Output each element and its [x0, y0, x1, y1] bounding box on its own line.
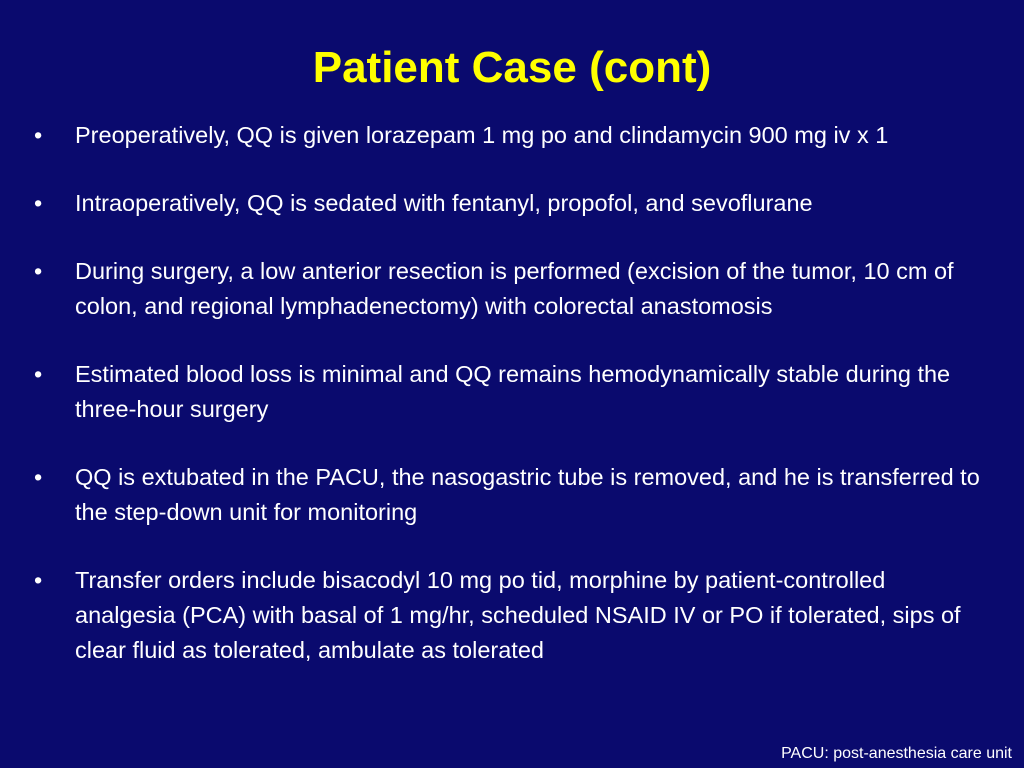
- bullet-icon: •: [34, 464, 43, 490]
- bullet-item: [0, 357, 1024, 427]
- bullet-item: [0, 118, 1024, 153]
- bullet-text: QQ is extubated in the PACU, the nasogastric tube is removed, and he is transferred to the step-down unit for monitoring: [75, 464, 980, 525]
- slide-title: Patient Case (cont): [312, 43, 712, 92]
- bullet-icon: •: [34, 258, 43, 284]
- footnote: PACU: post-anesthesia care unit: [781, 745, 1012, 762]
- bullet-icon: •: [34, 361, 43, 387]
- bullet-text: During surgery, a low anterior resection is performed (excision of the tumor, 10 cm of colon, and regional lymphadenectomy) with colorectal anastomosis: [75, 258, 954, 319]
- bullet-item: [0, 186, 1024, 221]
- bullet-item: [0, 460, 1024, 530]
- bullet-item: [0, 563, 1024, 668]
- bullet-item: [0, 254, 1024, 324]
- bullet-text: Intraoperatively, QQ is sedated with fentanyl, propofol, and sevoflurane: [75, 190, 813, 216]
- bullet-text: Estimated blood loss is minimal and QQ remains hemodynamically stable during the three-hour surgery: [75, 361, 951, 422]
- bullet-text: Preoperatively, QQ is given lorazepam 1 mg po and clindamycin 900 mg iv x 1: [75, 122, 889, 148]
- bullet-icon: •: [34, 567, 43, 593]
- bullet-text: Transfer orders include bisacodyl 10 mg po tid, morphine by patient-controlled analgesia (PCA) with basal of 1 mg/hr, scheduled NSAID IV or PO if tolerated, sips of clear fluid as tolerated, ambulate as tolerated: [75, 567, 961, 663]
- bullet-icon: •: [34, 190, 43, 216]
- bullet-list: [0, 118, 1024, 701]
- bullet-icon: •: [34, 122, 43, 148]
